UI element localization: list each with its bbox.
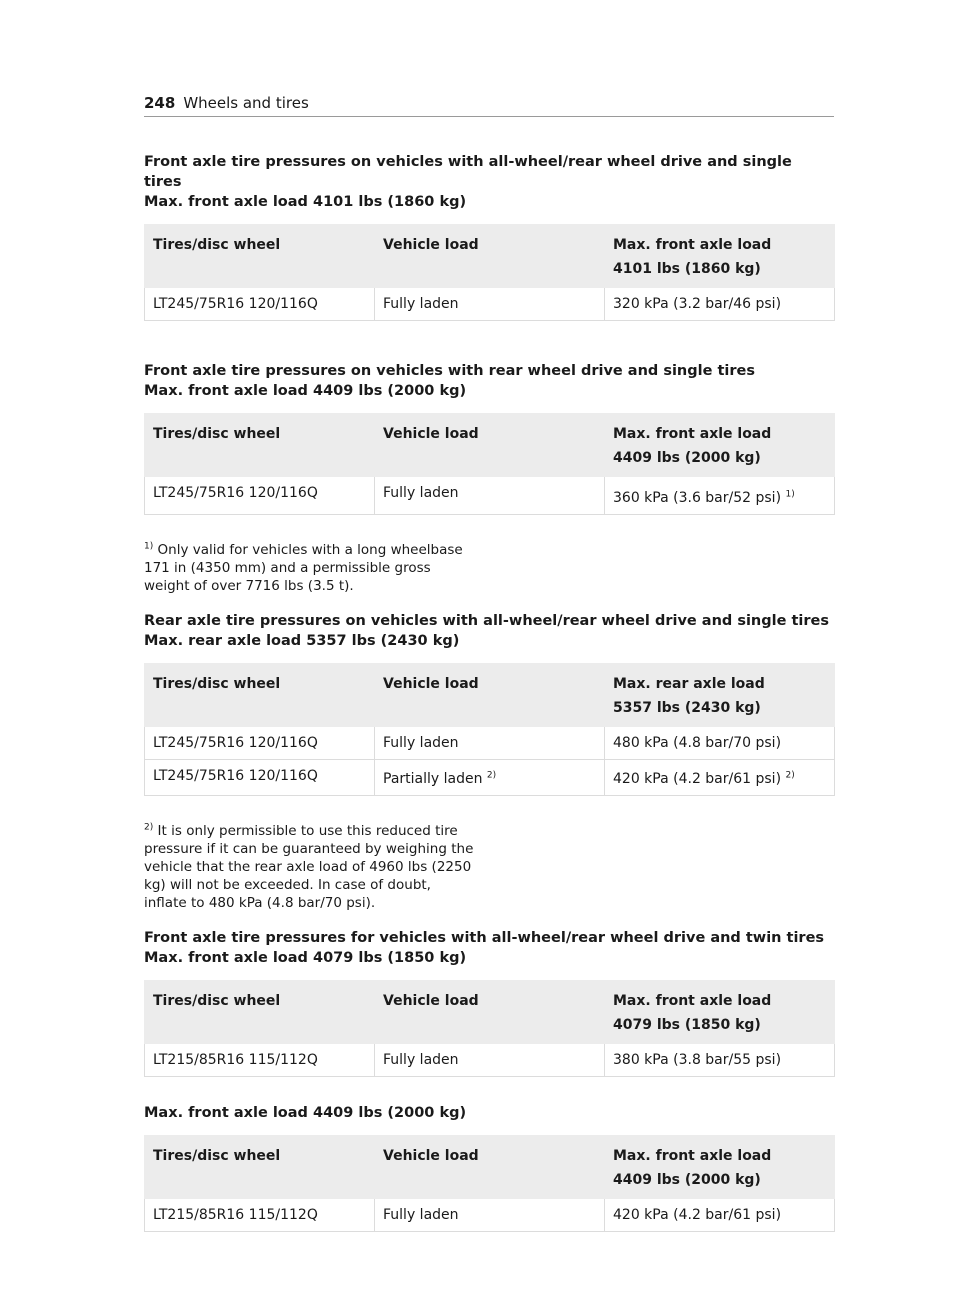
cell-load: Fully laden <box>375 1044 605 1077</box>
cell-pressure <box>605 760 835 796</box>
cell-load: Fully laden <box>375 1199 605 1232</box>
section-title: Front axle tire pressures on vehicles with all-wheel/rear wheel drive and single tires <box>144 154 792 190</box>
cell-pressure: 420 kPa (4.2 bar/61 psi) <box>605 1199 835 1232</box>
header-load: Vehicle load <box>375 225 605 288</box>
footnote-ref: 2) <box>785 770 795 781</box>
header-load: Vehicle load <box>375 414 605 477</box>
load-value: Partially laden <box>383 771 483 787</box>
cell-tire: LT245/75R16 120/116Q <box>145 288 375 321</box>
header-max-load <box>605 664 835 727</box>
header-max-load <box>605 414 835 477</box>
header-max-load-line2: 4101 lbs (1860 kg) <box>613 261 761 277</box>
footnote-ref: 2) <box>486 770 497 781</box>
tire-pressure-table <box>144 980 835 1077</box>
footnote-mark: 1) <box>144 541 154 552</box>
footnote-mark: 2) <box>144 822 154 833</box>
header-load: Vehicle load <box>375 664 605 727</box>
cell-load: Fully laden <box>375 288 605 321</box>
footnote-text: It is only permissible to use this reduced tire pressure if it can be guaranteed by weighing the vehicle that the rear axle load of 4960 lbs (2250 kg) will not be exceeded. In case of doubt, inflate to 480 kPa (4.8 bar/70 psi). <box>144 823 474 911</box>
cell-pressure: 320 kPa (3.2 bar/46 psi) <box>605 288 835 321</box>
section-subtitle: Max. front axle load 4409 lbs (2000 kg) <box>144 383 467 399</box>
cell-load <box>375 760 605 796</box>
section-title: Front axle tire pressures for vehicles with all-wheel/rear wheel drive and twin tires <box>144 930 825 946</box>
header-tires: Tires/disc wheel <box>145 664 375 727</box>
table-row <box>145 477 835 515</box>
header-max-load-line1: Max. rear axle load <box>613 676 765 692</box>
section-subtitle: Max. front axle load 4079 lbs (1850 kg) <box>144 950 467 966</box>
header-max-load-line1: Max. front axle load <box>613 237 772 253</box>
table-header-row <box>145 981 835 1044</box>
section-subtitle: Max. front axle load 4101 lbs (1860 kg) <box>144 194 467 210</box>
section-title: Rear axle tire pressures on vehicles with all-wheel/rear wheel drive and single tires <box>144 613 829 629</box>
cell-tire: LT215/85R16 115/112Q <box>145 1199 375 1232</box>
header-max-load-line1: Max. front axle load <box>613 1148 772 1164</box>
section-subtitle: Max. front axle load 4409 lbs (2000 kg) <box>144 1105 467 1121</box>
section-subtitle: Max. rear axle load 5357 lbs (2430 kg) <box>144 633 460 649</box>
footnote-text: Only valid for vehicles with a long wheelbase 171 in (4350 mm) and a permissible gross weight of over 7716 lbs (3.5 t). <box>144 542 463 594</box>
tire-pressure-table <box>144 663 835 796</box>
header-max-load-line1: Max. front axle load <box>613 426 772 442</box>
tire-pressure-table <box>144 1135 835 1232</box>
cell-pressure <box>605 477 835 515</box>
cell-load: Fully laden <box>375 477 605 515</box>
header-max-load <box>605 1136 835 1199</box>
header-max-load-line2: 4409 lbs (2000 kg) <box>613 450 761 466</box>
page-content <box>144 152 834 1232</box>
cell-pressure: 480 kPa (4.8 bar/70 psi) <box>605 727 835 760</box>
tire-pressure-table <box>144 413 835 515</box>
cell-tire: LT215/85R16 115/112Q <box>145 1044 375 1077</box>
table-header-row <box>145 414 835 477</box>
page-header <box>144 94 834 117</box>
header-max-load <box>605 981 835 1044</box>
table-row <box>145 288 835 321</box>
table-row <box>145 1199 835 1232</box>
table-row <box>145 760 835 796</box>
header-max-load-line2: 4079 lbs (1850 kg) <box>613 1017 761 1033</box>
cell-pressure: 380 kPa (3.8 bar/55 psi) <box>605 1044 835 1077</box>
cell-tire: LT245/75R16 120/116Q <box>145 477 375 515</box>
cell-tire: LT245/75R16 120/116Q <box>145 727 375 760</box>
header-max-load-line2: 4409 lbs (2000 kg) <box>613 1172 761 1188</box>
section-title: Front axle tire pressures on vehicles with rear wheel drive and single tires <box>144 363 756 379</box>
header-tires: Tires/disc wheel <box>145 414 375 477</box>
pressure-value: 420 kPa (4.2 bar/61 psi) <box>613 771 782 787</box>
chapter-title: Wheels and tires <box>183 94 309 112</box>
header-tires: Tires/disc wheel <box>145 225 375 288</box>
cell-tire: LT245/75R16 120/116Q <box>145 760 375 796</box>
footnote <box>144 541 474 595</box>
header-tires: Tires/disc wheel <box>145 1136 375 1199</box>
header-max-load-line1: Max. front axle load <box>613 993 772 1009</box>
footnote-ref: 1) <box>785 489 795 500</box>
header-max-load <box>605 225 835 288</box>
header-max-load-line2: 5357 lbs (2430 kg) <box>613 700 761 716</box>
header-load: Vehicle load <box>375 1136 605 1199</box>
page-number: 248 <box>144 94 176 112</box>
cell-load: Fully laden <box>375 727 605 760</box>
table-header-row <box>145 225 835 288</box>
header-load: Vehicle load <box>375 981 605 1044</box>
tire-pressure-table <box>144 224 835 321</box>
table-row <box>145 727 835 760</box>
footnote <box>144 822 474 912</box>
table-header-row <box>145 1136 835 1199</box>
table-header-row <box>145 664 835 727</box>
header-tires: Tires/disc wheel <box>145 981 375 1044</box>
table-row <box>145 1044 835 1077</box>
pressure-value: 360 kPa (3.6 bar/52 psi) <box>613 490 782 506</box>
